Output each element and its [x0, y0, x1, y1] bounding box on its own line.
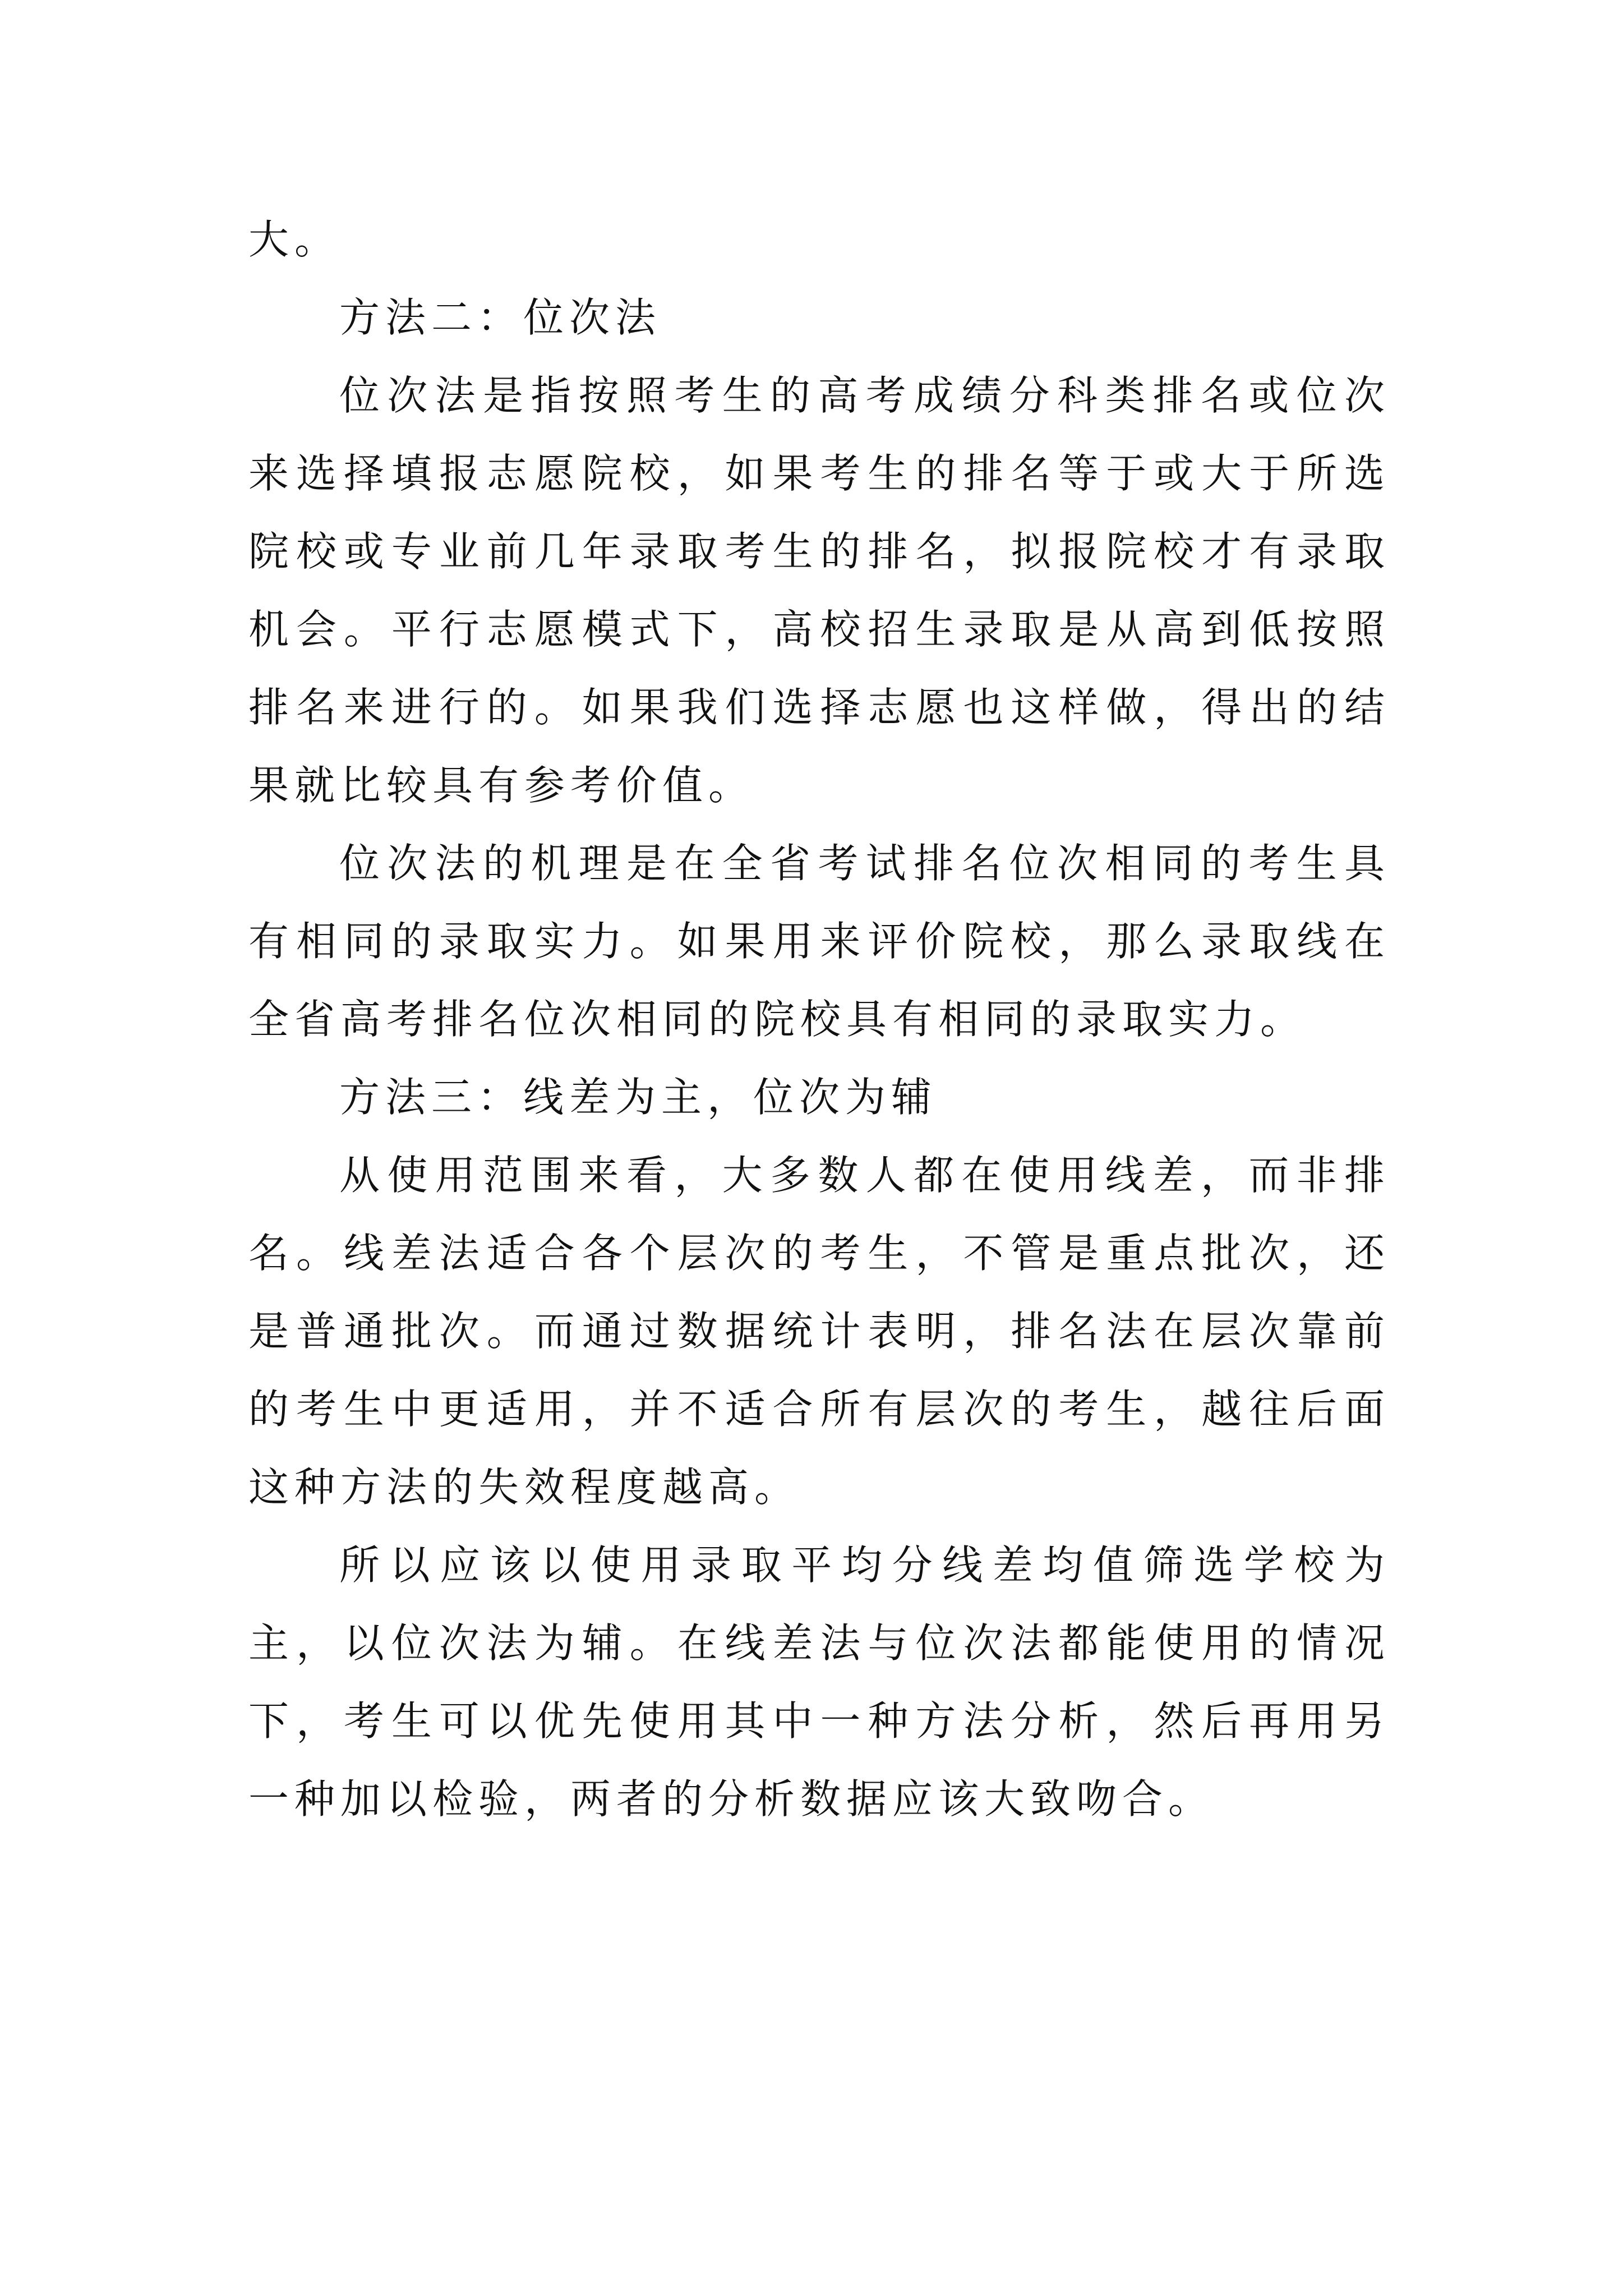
document-body — [248, 201, 1390, 1838]
paragraph: 位次法是指按照考生的高考成绩分科类排名或位次来选择填报志愿院校，如果考生的排名等于或大于所选院校或专业前几年录取考生的排名，拟报院校才有录取机会。平行志愿模式下，高校招生录取是从高到低按照排名来进行的。如果我们选择志愿也这样做，得出的结果就比较具有参考价值。 — [248, 372, 1390, 809]
section-heading-method-2: 方法二：位次法 — [339, 294, 662, 341]
continuation-text: 大。 — [248, 216, 341, 263]
paragraph: 所以应该以使用录取平均分线差均值筛选学校为主，以位次法为辅。在线差法与位次法都能使用的情况下，考生可以优先使用其中一种方法分析，然后再用另一种加以检验，两者的分析数据应该大致吻合。 — [248, 1542, 1390, 1823]
paragraph: 位次法的机理是在全省考试排名位次相同的考生具有相同的录取实力。如果用来评价院校，那么录取线在全省高考排名位次相同的院校具有相同的录取实力。 — [248, 840, 1390, 1043]
paragraph: 从使用范围来看，大多数人都在使用线差，而非排名。线差法适合各个层次的考生，不管是重点批次，还是普通批次。而通过数据统计表明，排名法在层次靠前的考生中更适用，并不适合所有层次的考生，越往后面这种方法的失效程度越高。 — [248, 1152, 1390, 1511]
section-heading-method-3: 方法三：线差为主，位次为辅 — [339, 1074, 938, 1121]
